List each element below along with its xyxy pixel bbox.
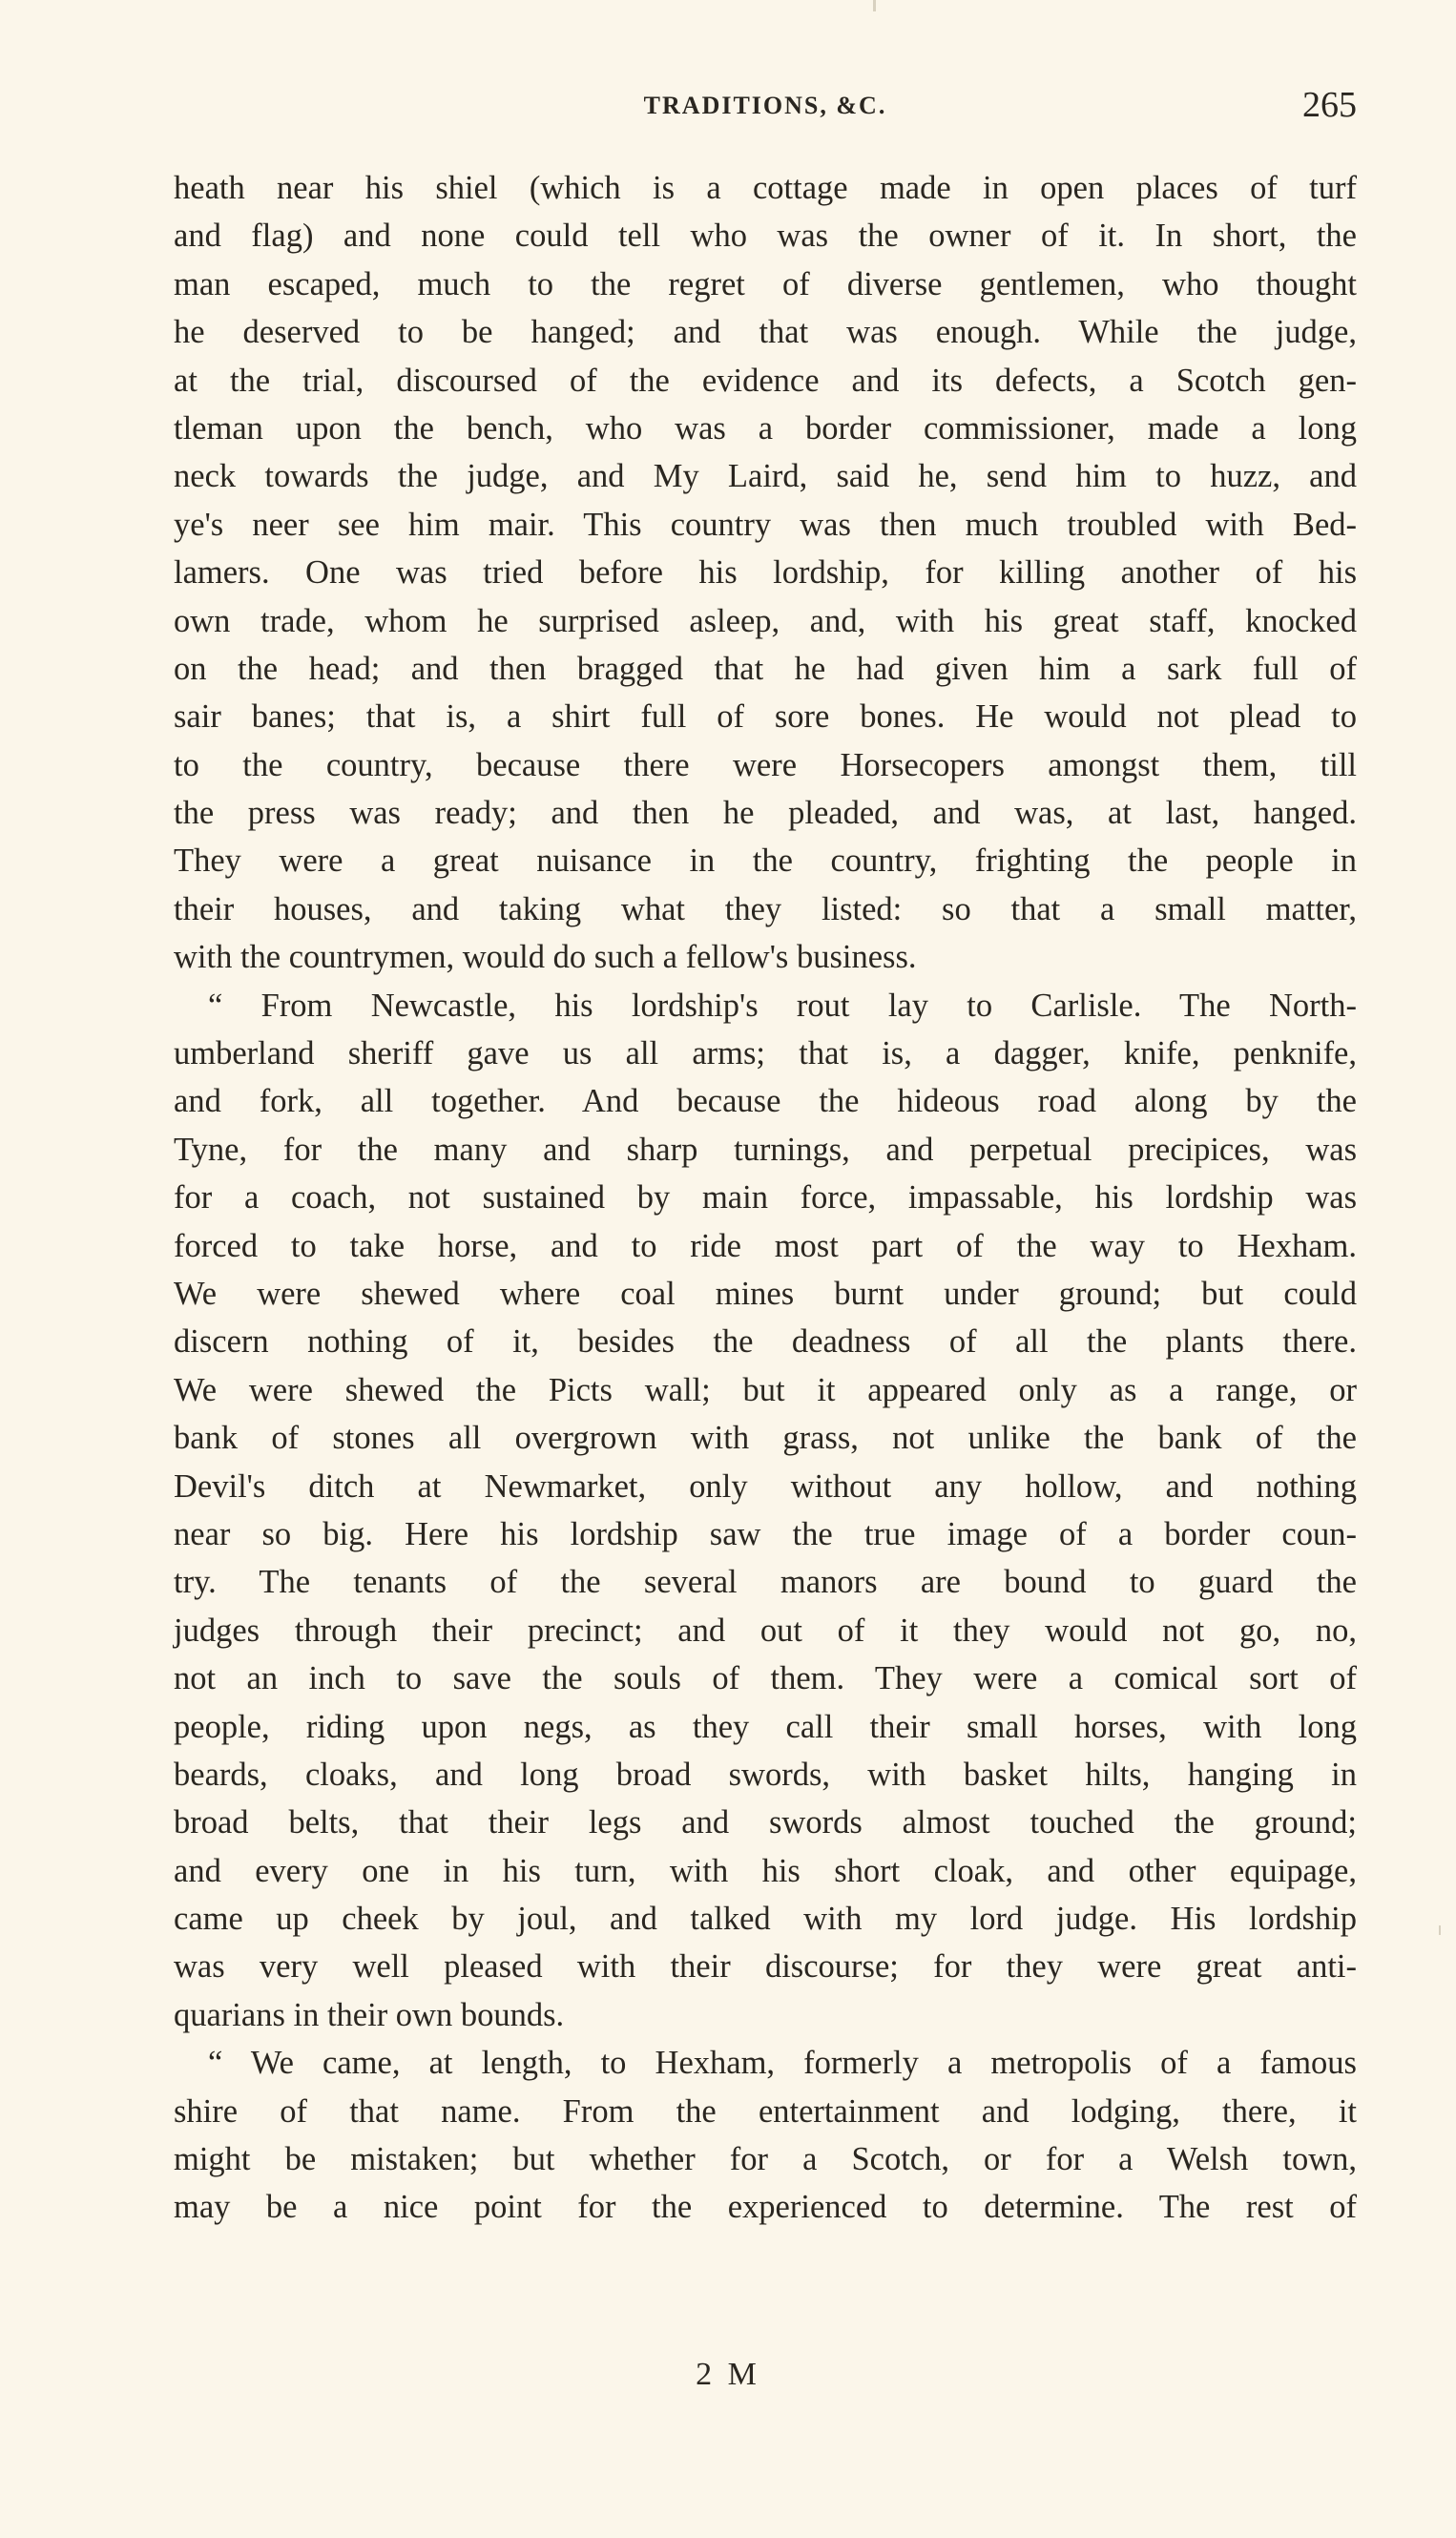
text-line: on the head; and then bragged that he had given him a sark full of [174, 650, 1357, 687]
text-line: came up cheek by joul, and talked with my lord judge. His lordship [174, 1901, 1357, 1938]
text-line: We were shewed the Picts wall; but it appeared only as a range, or [174, 1371, 1357, 1408]
text-line: “ We came, at length, to Hexham, formerly a metropolis of a famous [208, 2045, 1357, 2082]
text-line: beards, cloaks, and long broad swords, with basket hilts, hanging in [174, 1756, 1357, 1793]
text-line: was very well pleased with their discourse; for they were great anti- [174, 1948, 1357, 1986]
page-number: 265 [1302, 85, 1357, 125]
page-header [174, 80, 1357, 130]
text-line: with the countrymen, would do such a fellow's business. [174, 939, 917, 976]
signature-mark: 2 M [696, 2357, 760, 2392]
text-line: quarians in their own bounds. [174, 1996, 565, 2033]
text-line: broad belts, that their legs and swords almost touched the ground; [174, 1804, 1357, 1841]
text-line: Tyne, for the many and sharp turnings, and perpetual precipices, was [174, 1131, 1357, 1168]
text-line: judges through their precinct; and out of it they would not go, no, [174, 1612, 1357, 1649]
text-line: for a coach, not sustained by main force, impassable, his lordship was [174, 1179, 1357, 1217]
text-line: umberland sheriff gave us all arms; that is, a dagger, knife, penknife, [174, 1035, 1357, 1072]
text-line: may be a nice point for the experienced to determine. The rest of [174, 2189, 1357, 2226]
text-line: ye's neer see him mair. This country was then much troubled with Bed- [174, 506, 1357, 543]
text-line: Devil's ditch at Newmarket, only without any hollow, and nothing [174, 1467, 1357, 1505]
text-line: the press was ready; and then he pleaded, and was, at last, hanged. [174, 795, 1357, 832]
text-line: and every one in his turn, with his short cloak, and other equipage, [174, 1852, 1357, 1889]
text-line: shire of that name. From the entertainment and lodging, there, it [174, 2092, 1357, 2130]
text-line: and flag) and none could tell who was the owner of it. In short, the [174, 218, 1357, 255]
running-head: TRADITIONS, &C. [643, 92, 887, 119]
text-line: They were a great nuisance in the country, frighting the people in [174, 843, 1357, 880]
text-line: their houses, and taking what they listed: so that a small matter, [174, 890, 1357, 927]
text-line: people, riding upon negs, as they call their small horses, with long [174, 1708, 1357, 1745]
text-line: tleman upon the bench, who was a border commissioner, made a long [174, 409, 1357, 447]
text-line: near so big. Here his lordship saw the true image of a border coun- [174, 1515, 1357, 1552]
margin-mark [873, 0, 876, 11]
text-line: he deserved to be hanged; and that was enough. While the judge, [174, 314, 1357, 351]
text-line: at the trial, discoursed of the evidence and its defects, a Scotch gen- [174, 362, 1357, 399]
text-line: sair banes; that is, a shirt full of sore bones. He would not plead to [174, 698, 1357, 736]
text-line: try. The tenants of the several manors are bound to guard the [174, 1564, 1357, 1601]
text-line: “ From Newcastle, his lordship's rout lay to Carlisle. The North- [208, 987, 1357, 1024]
text-line: neck towards the judge, and My Laird, said he, send him to huzz, and [174, 458, 1357, 495]
text-line: not an inch to save the souls of them. They were a comical sort of [174, 1660, 1357, 1697]
text-line: and fork, all together. And because the hideous road along by the [174, 1083, 1357, 1120]
text-line: discern nothing of it, besides the deadness of all the plants there. [174, 1323, 1357, 1361]
text-line: to the country, because there were Horsecopers amongst them, till [174, 746, 1357, 783]
text-line: man escaped, much to the regret of diverse gentlemen, who thought [174, 265, 1357, 302]
text-line: lamers. One was tried before his lordship, for killing another of his [174, 554, 1357, 592]
text-line: heath near his shiel (which is a cottage made in open places of turf [174, 170, 1357, 206]
text-line: bank of stones all overgrown with grass, not unlike the bank of the [174, 1420, 1357, 1457]
text-line: We were shewed where coal mines burnt under ground; but could [174, 1275, 1357, 1312]
body-text [174, 164, 1357, 2232]
text-line: own trade, whom he surprised asleep, and, with his great staff, knocked [174, 602, 1357, 639]
margin-mark [1439, 1925, 1441, 1935]
text-line: might be mistaken; but whether for a Scotch, or for a Welsh town, [174, 2141, 1357, 2178]
text-line: forced to take horse, and to ride most part of the way to Hexham. [174, 1227, 1357, 1264]
